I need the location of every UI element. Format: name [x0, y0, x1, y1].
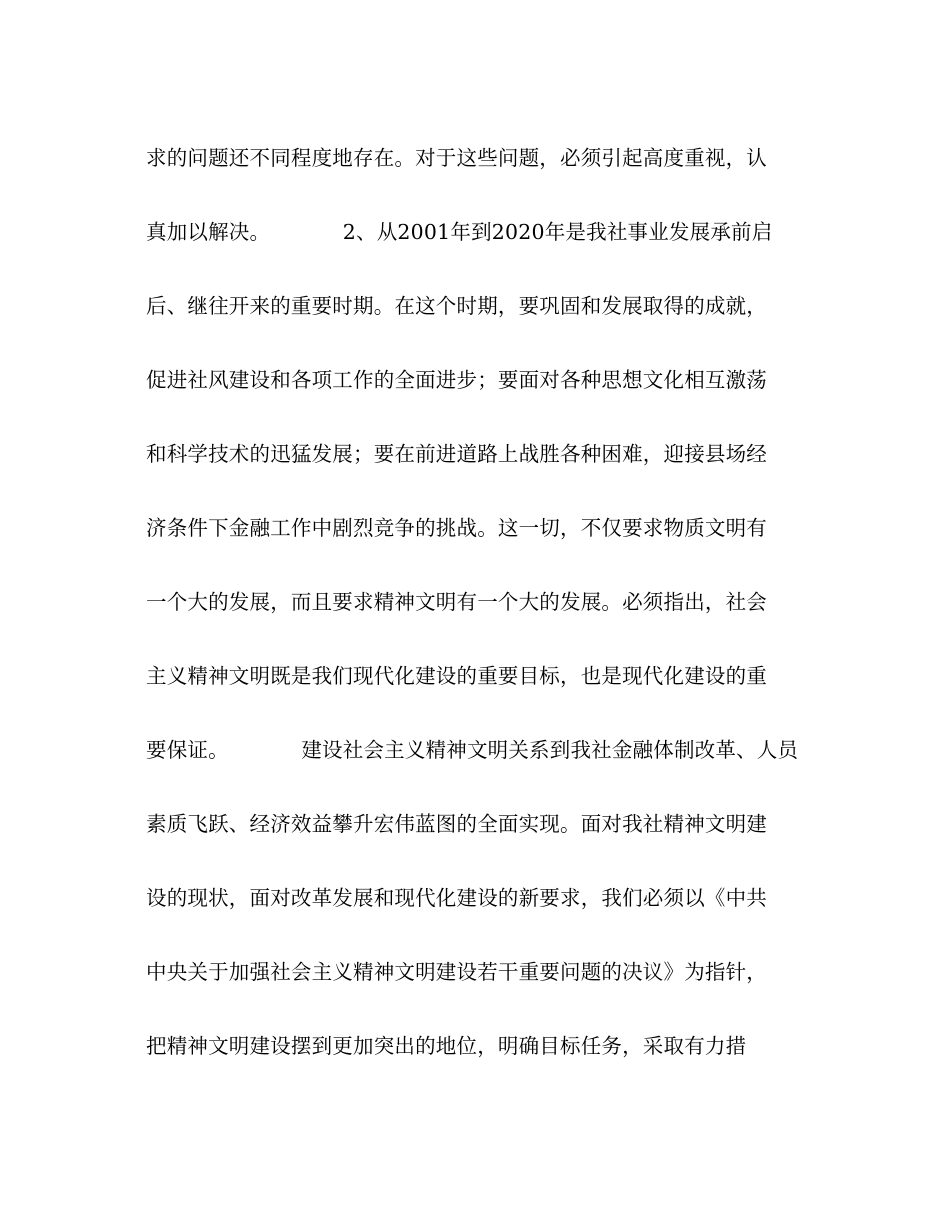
text-line: 促进社风建设和各项工作的全面进步；要面对各种思想文化相互激荡: [146, 368, 767, 392]
text-line: 主义精神文明既是我们现代化建设的重要目标，也是现代化建设的重: [146, 664, 767, 688]
text-line: 真加以解决。 2、从2001年到2020年是我社事业发展承前启: [146, 220, 773, 244]
text-line: 求的问题还不同程度地存在。对于这些问题，必须引起高度重视，认: [146, 146, 767, 170]
text-line: 和科学技术的迅猛发展；要在前进道路上战胜各种困难，迎接县场经: [146, 442, 767, 466]
text-line: 要保证。 建设社会主义精神文明关系到我社金融体制改革、人员: [146, 738, 799, 762]
text-line: 设的现状，面对改革发展和现代化建设的新要求，我们必须以《中共: [146, 886, 767, 910]
text-line: 素质飞跃、经济效益攀升宏伟蓝图的全面实现。面对我社精神文明建: [146, 812, 767, 836]
body-text: [146, 138, 826, 1100]
text-line: 把精神文明建设摆到更加突出的地位，明确目标任务，采取有力措: [146, 1034, 747, 1058]
text-line: 一个大的发展，而且要求精神文明有一个大的发展。必须指出，社会: [146, 590, 767, 614]
text-line: 后、继往开来的重要时期。在这个时期，要巩固和发展取得的成就，: [146, 294, 767, 318]
text-line: 济条件下金融工作中剧烈竞争的挑战。这一切，不仅要求物质文明有: [146, 516, 767, 540]
text-line: 中央关于加强社会主义精神文明建设若干重要问题的决议》为指针，: [146, 960, 767, 984]
